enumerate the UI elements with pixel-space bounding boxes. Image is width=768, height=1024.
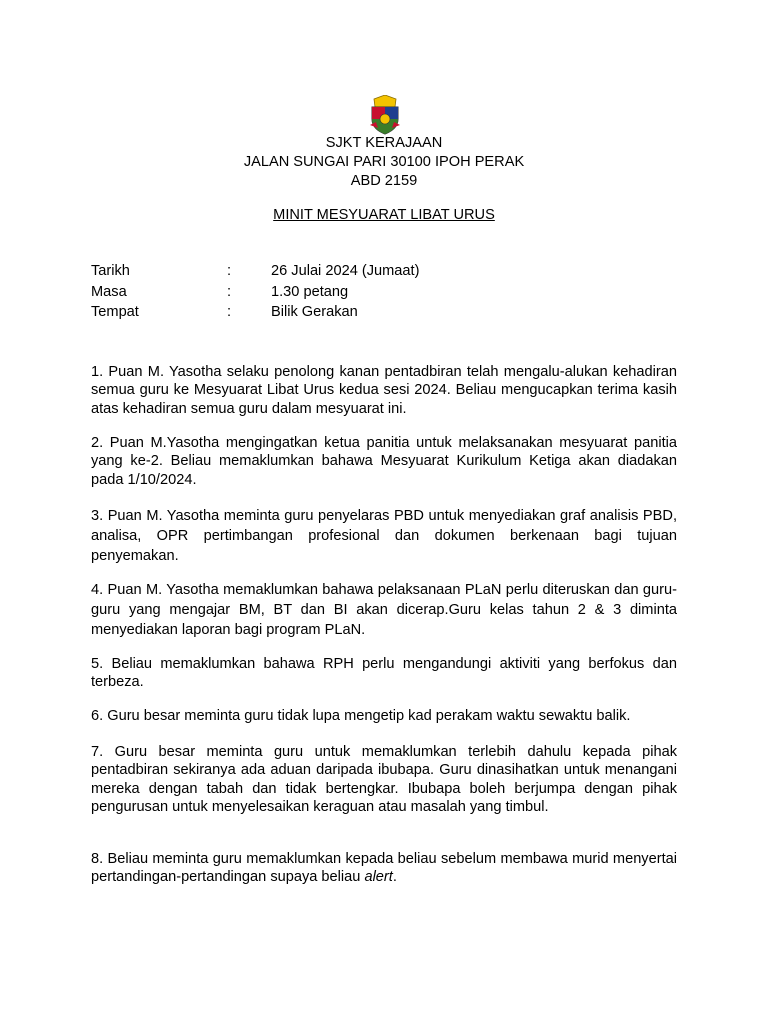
- minute-item-4: 4. Puan M. Yasotha memaklumkan bahawa pelaksanaan PLaN perlu diteruskan dan guru-guru yang mengajar BM, BT dan BI akan dicerap.Guru kelas tahun 2 & 3 diminta menyediakan laporan bagi program PLaN.: [91, 582, 677, 638]
- info-row-place: [91, 302, 691, 323]
- school-address: JALAN SUNGAI PARI 30100 IPOH PERAK: [243, 154, 525, 170]
- document-title-text: MINIT MESYUARAT LIBAT URUS: [273, 207, 495, 223]
- minute-item-8: [91, 850, 677, 887]
- place-value: Bilik Gerakan: [271, 304, 358, 320]
- minute-item-1: 1. Puan M. Yasotha selaku penolong kanan pentadbiran telah mengalu-alukan kehadiran semua guru ke Mesyuarat Libat Urus kedua sesi 2024. Beliau mengucapkan terima kasih atas kehadiran semua guru dalam mesyuarat ini.: [91, 364, 677, 417]
- date-value: 26 Julai 2024 (Jumaat): [271, 263, 420, 279]
- info-row-date: [91, 261, 691, 282]
- minute-item-6: 6. Guru besar meminta guru tidak lupa mengetip kad perakam waktu sewaktu balik.: [91, 708, 631, 724]
- school-header: [0, 134, 768, 191]
- minute-8-text: 8. Beliau meminta guru memaklumkan kepada beliau sebelum membawa murid menyertai pertandingan-pertandingan supaya beliau: [91, 851, 677, 886]
- minute-8-emphasis: alert: [364, 869, 393, 886]
- time-separator: :: [227, 283, 232, 300]
- minute-item-7: 7. Guru besar meminta guru untuk memaklumkan terlebih dahulu kepada pihak pentadbiran sekiranya ada aduan daripada ibubapa. Guru dinasihatkan untuk menangani mereka dengan tabah dan tidak bertengkar. Ibubapa boleh berjumpa dengan pihak pengurusan untuk menyelesaikan keraguan atau masalah yang timbul.: [91, 744, 677, 815]
- info-row-time: [91, 282, 691, 303]
- minute-item-2: 2. Puan M.Yasotha mengingatkan ketua panitia untuk melaksanakan mesyuarat panitia yang ke-2. Beliau memaklumkan bahawa Mesyuarat Kurikulum Ketiga akan diadakan pada 1/10/2024.: [91, 435, 677, 488]
- school-name: SJKT KERAJAAN: [325, 135, 443, 151]
- document-title: [0, 206, 768, 225]
- school-crest-icon: [368, 95, 402, 135]
- time-label: Masa: [91, 283, 127, 300]
- place-label: Tempat: [91, 304, 139, 320]
- minute-item-5: 5. Beliau memaklumkan bahawa RPH perlu mengandungi aktiviti yang berfokus dan terbeza.: [91, 656, 677, 691]
- minute-item-3: 3. Puan M. Yasotha meminta guru penyelaras PBD untuk menyediakan graf analisis PBD, analisa, OPR pertimbangan profesional dan dokumen berkenaan bagi tujuan penyemakan.: [91, 508, 677, 564]
- date-label: Tarikh: [91, 263, 130, 279]
- school-code: ABD 2159: [350, 173, 418, 189]
- place-separator: :: [227, 304, 232, 320]
- meeting-info: [91, 261, 691, 323]
- minute-8-end: .: [392, 869, 397, 886]
- date-separator: :: [227, 263, 232, 279]
- time-value: 1.30 petang: [271, 283, 349, 300]
